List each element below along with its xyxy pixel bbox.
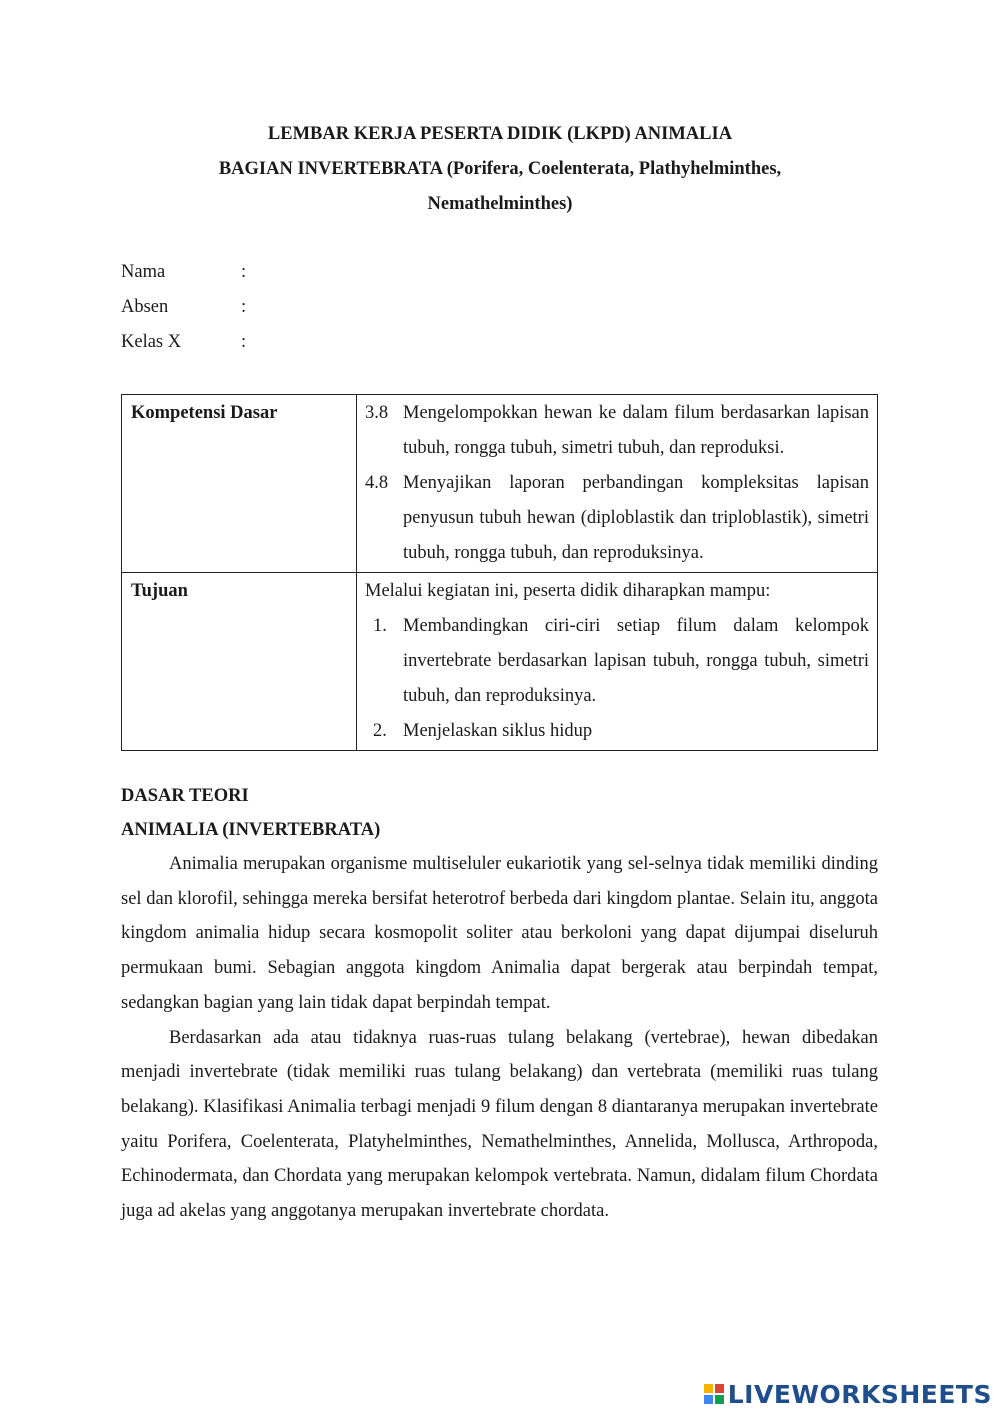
paragraph-2: Berdasarkan ada atau tidaknya ruas-ruas tulang belakang (vertebrae), hewan dibedakan menjadi invertebrate (tidak memiliki ruas tulang belakang) dan vertebrata (memiliki ruas tulang belakang). Klasifikasi Animalia terbagi menjadi 9 filum dengan 8 diantaranya merupakan invertebrate yaitu Porifera, Coelenterata, Platyhelminthes, Nemathelminthes, Annelida, Mollusca, Arthropoda, Echinodermata, dan Chordata yang merupakan kelompok vertebrata. Namun, didalam filum Chordata juga ad akelas yang anggotanya merupakan invertebrate chordata. [121,1027,878,1222]
tujuan-label: Tujuan [122,573,357,751]
kd-text: Mengelompokkan hewan ke dalam filum berdasarkan lapisan tubuh, rongga tubuh, simetri tubuh, dan reproduksi. [403,403,869,458]
kd-text: Menyajikan laporan perbandingan kompleksitas lapisan penyusun tubuh hewan (diploblastik dan triploblastik), simetri tubuh, rongga tubuh, dan reproduksinya. [403,473,869,563]
liveworksheets-logo [704,1378,992,1410]
tujuan-text: Membandingkan ciri-ciri setiap filum dalam kelompok invertebrate berdasarkan lapisan tubuh, rongga tubuh, simetri tubuh, dan reproduksinya. [403,616,869,706]
tujuan-number: 2. [373,721,387,741]
logo-block [704,1395,713,1404]
title-line-1: LEMBAR KERJA PESERTA DIDIK (LKPD) ANIMALIA [267,124,733,144]
field-colon: : [241,332,247,352]
field-label: Nama [121,262,166,282]
logo-block [715,1395,724,1404]
paragraph-1: Animalia merupakan organisme multiseluler eukariotik yang sel-selnya tidak memiliki dinding sel dan klorofil, sehingga mereka bersifat heterotrof berbeda dari kingdom plantae. Selain itu, anggota kingdom animalia hidup secara kosmopolit soliter atau berkoloni yang dapat dijumpai diseluruh permukaan bumi. Sebagian anggota kingdom Animalia dapat bergerak atau berpindah tempat, sedangkan bagian yang lain tidak dapat berpindah tempat. [121,854,878,1013]
student-fields [121,255,261,360]
kompetensi-label: Kompetensi Dasar [122,395,357,573]
document-title [120,117,880,222]
kd-number: 3.8 [365,403,389,423]
tujuan-content [357,573,878,751]
table-row-kompetensi [122,395,878,573]
field-label: Absen [121,297,169,317]
kd-number: 4.8 [365,473,389,493]
field-nama [121,255,261,290]
logo-blocks-icon [704,1384,724,1404]
field-kelas [121,325,261,360]
competency-table [121,394,878,751]
table-row-tujuan [122,573,878,751]
kd-item [365,466,869,571]
tujuan-intro: Melalui kegiatan ini, peserta didik diharapkan mampu: [365,581,771,601]
field-label: Kelas X [121,332,182,352]
logo-block [715,1384,724,1393]
field-colon: : [241,262,247,282]
kd-item [365,396,869,466]
tujuan-text: Menjelaskan siklus hidup [403,721,593,741]
theory-section [121,779,878,1229]
title-line-3: Nemathelminthes) [427,194,573,214]
section-heading: DASAR TEORI [121,786,249,806]
tujuan-number: 1. [373,616,387,636]
kompetensi-content [357,395,878,573]
subsection-heading: ANIMALIA (INVERTEBRATA) [121,820,381,840]
title-line-2: BAGIAN INVERTEBRATA (Porifera, Coelenterata, Plathyhelminthes, [218,159,782,179]
tujuan-item [365,714,869,749]
tujuan-item [365,609,869,714]
field-colon: : [241,297,247,317]
logo-text: LIVEWORKSHEETS [727,1379,992,1409]
logo-block [704,1384,713,1393]
field-absen [121,290,261,325]
